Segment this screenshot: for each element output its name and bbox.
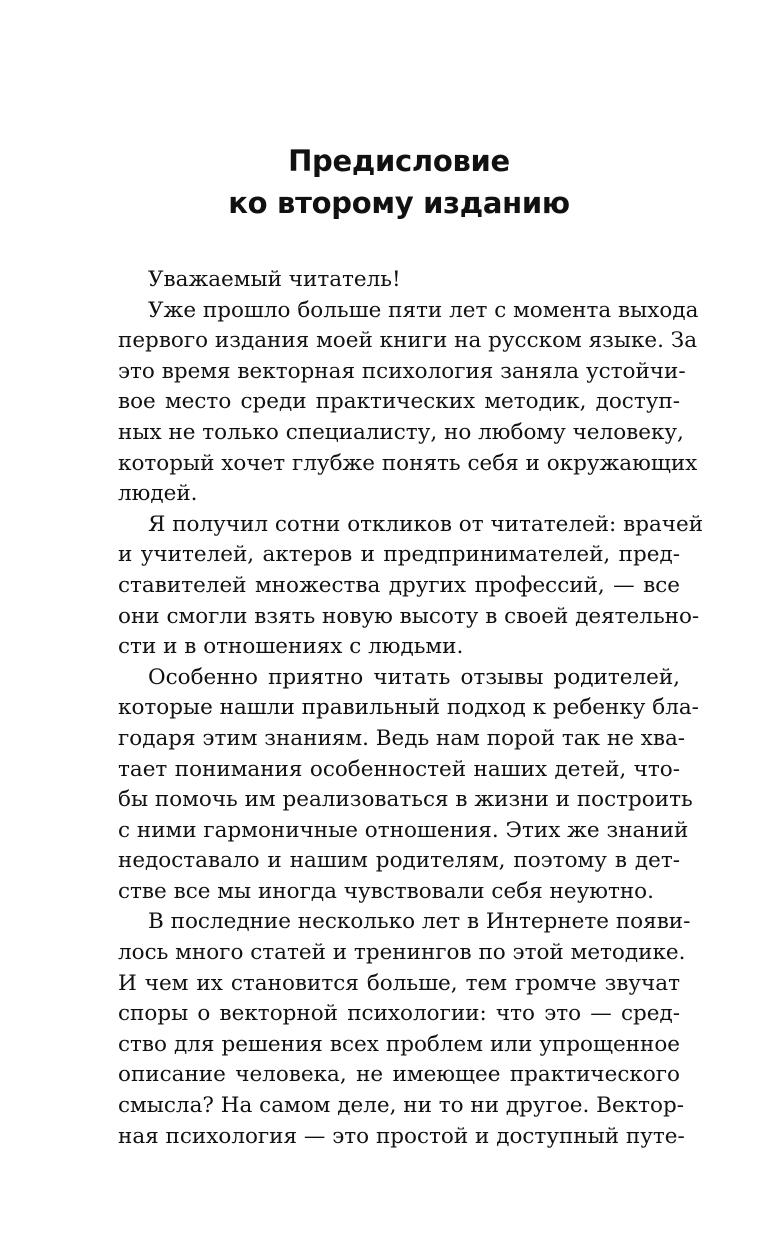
text-line: И чем их становится больше, тем громче звучат <box>118 970 680 996</box>
text-line: сти и в отношениях с людьми. <box>118 634 464 660</box>
text-line: с ними гармоничные отношения. Этих же знаний <box>118 817 689 843</box>
text-line: смысла? На самом деле, ни то ни другое. Вектор- <box>118 1093 684 1119</box>
text-line: которые нашли правильный подход к ребенку бла- <box>118 695 699 721</box>
body-text <box>118 265 704 1152</box>
text-line: тает понимания особенностей наших детей, что- <box>118 756 680 782</box>
text-line: недоставало и нашим родителям, поэтому в дет- <box>118 848 680 874</box>
text-line: Я получил сотни откликов от читателей: врачей <box>148 511 704 537</box>
text-line: они смогли взять новую высоту в своей деятельно- <box>118 603 700 629</box>
text-line: споры о векторной психологии: что это — сред- <box>118 1001 680 1027</box>
text-line: ство для решения всех проблем или упрощенное <box>118 1031 680 1057</box>
text-line: бы помочь им реализоваться в жизни и построить <box>118 787 693 813</box>
text-line: это время векторная психология заняла устойчи- <box>118 358 686 384</box>
text-line: описание человека, не имеющее практического <box>118 1062 680 1088</box>
text-line: который хочет глубже понять себя и окружающих <box>118 450 698 476</box>
chapter-title <box>0 140 768 224</box>
chapter-title-line-1: Предисловие <box>288 144 510 178</box>
text-line: Уважаемый читатель! <box>148 267 401 292</box>
chapter-title-line-2: ко второму изданию <box>228 186 570 220</box>
text-line: ставителей множества других профессий, — все <box>118 572 680 598</box>
text-line: лось много статей и тренингов по этой методике. <box>118 940 686 966</box>
text-line: годаря этим знаниям. Ведь нам порой так не хва- <box>118 725 686 751</box>
text-line: В последние несколько лет в Интернете появи- <box>148 909 691 935</box>
text-line: вое место среди практических методик, доступ- <box>118 389 680 415</box>
text-line: стве все мы иногда чувствовали себя неуютно. <box>118 878 654 904</box>
text-line: и учителей, актеров и предпринимателей, пред- <box>118 542 680 568</box>
text-line: ных не только специалисту, но любому человеку, <box>118 419 684 445</box>
text-line: первого издания моей книги на русском языке. За <box>118 328 698 354</box>
text-line: ная психология — это простой и доступный путе- <box>118 1123 685 1149</box>
text-line: Уже прошло больше пяти лет с момента выхода <box>148 297 699 323</box>
text-line: Особенно приятно читать отзывы родителей, <box>148 664 680 690</box>
text-line: людей. <box>118 481 198 507</box>
